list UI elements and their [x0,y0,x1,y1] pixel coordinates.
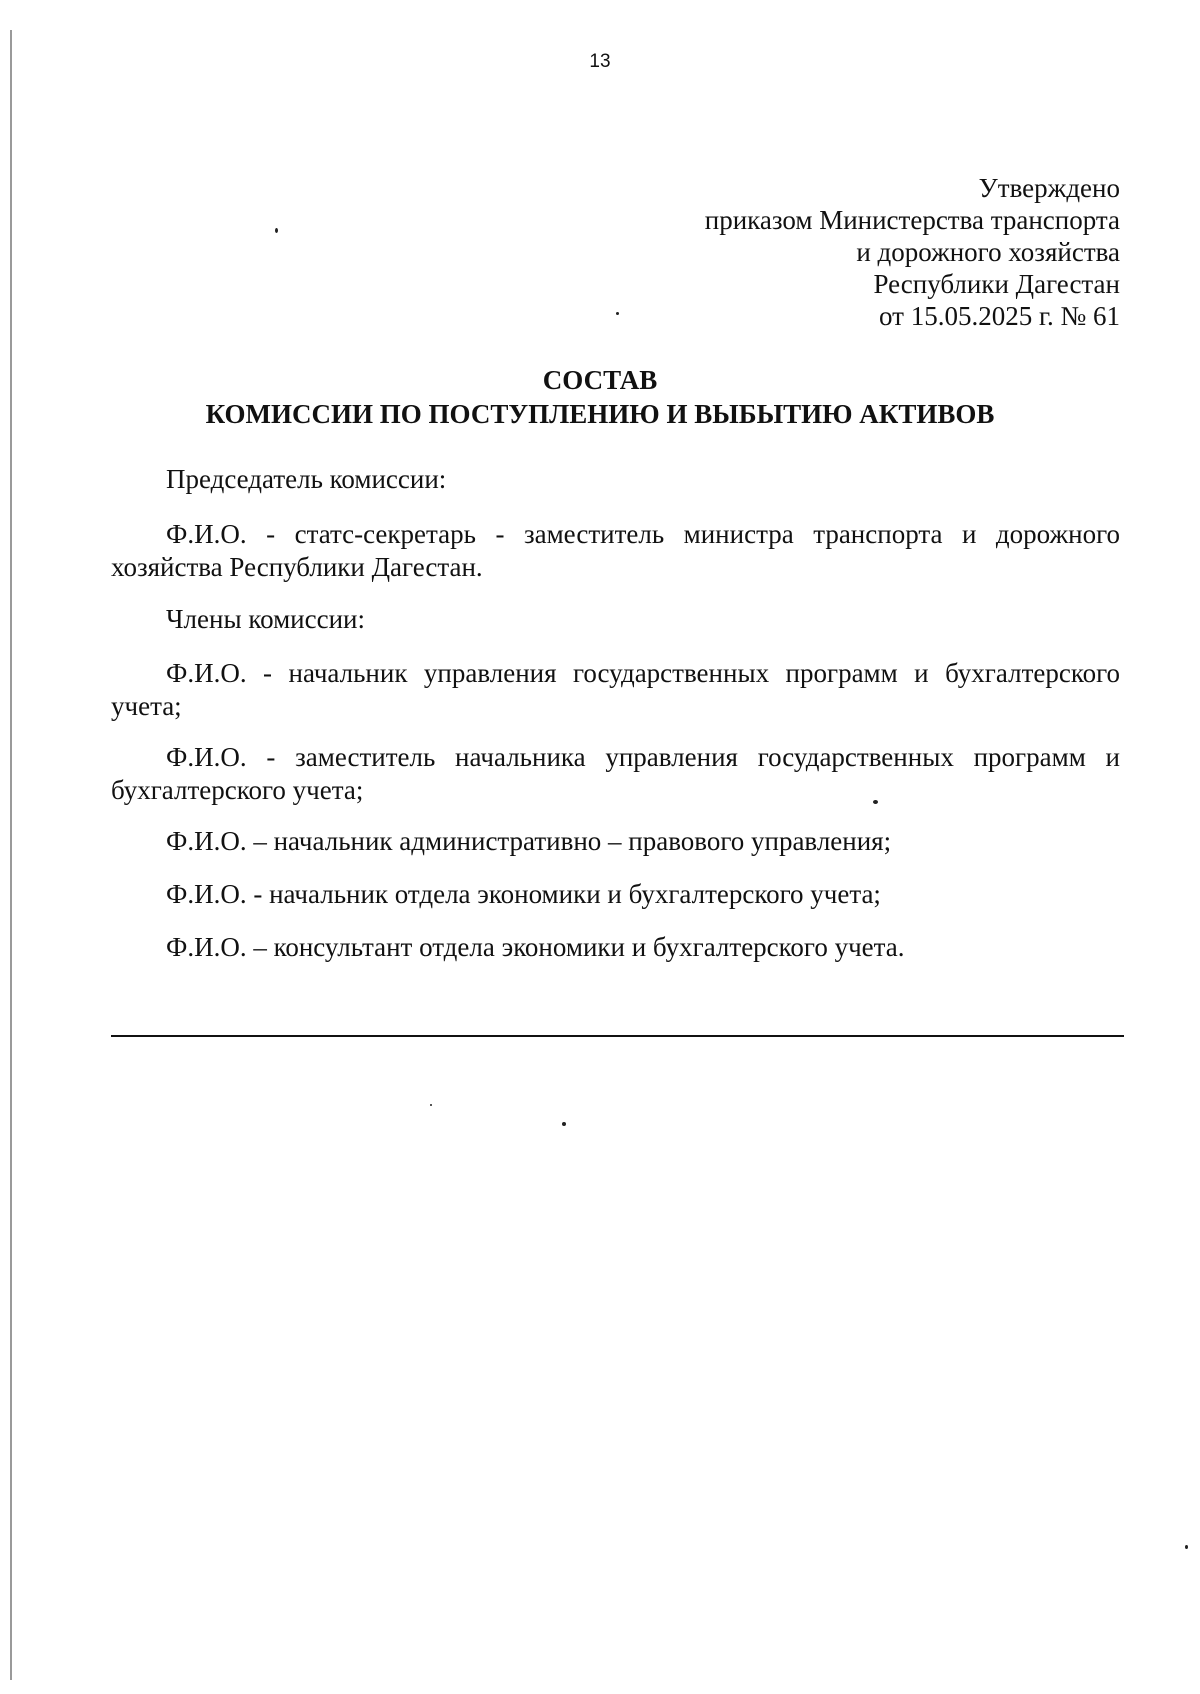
approval-line: и дорожного хозяйства [856,237,1120,267]
chairman-heading: Председатель комиссии: [166,464,447,494]
member-entry-3: Ф.И.О. – начальник административно – правового управления; [166,826,892,856]
horizontal-rule [111,1035,1124,1037]
member-entry-1: Ф.И.О. - начальник управления государственных программ и бухгалтерского учета; [111,658,1120,721]
member-entry-2: Ф.И.О. - заместитель начальника управления государственных программ и бухгалтерского учета; [111,742,1120,805]
approval-line: Утверждено [978,173,1120,203]
page-edge [10,30,12,1680]
member-entry-4: Ф.И.О. - начальник отдела экономики и бухгалтерского учета; [166,879,881,909]
document-title [0,363,1200,431]
title-line-2: КОМИССИИ ПО ПОСТУПЛЕНИЮ И ВЫБЫТИЮ АКТИВОВ [205,399,995,429]
approval-block [560,172,1120,332]
member-entry-5: Ф.И.О. – консультант отдела экономики и бухгалтерского учета. [166,932,905,962]
page-number: 13 [589,51,611,72]
approval-line: приказом Министерства транспорта [704,205,1120,235]
scan-speck [430,1104,432,1106]
members-heading: Члены комиссии: [166,604,365,634]
scan-speck [1185,1545,1188,1549]
scan-speck [275,228,278,233]
scan-speck [873,800,878,804]
approval-line: Республики Дагестан [873,269,1120,299]
approval-line: от 15.05.2025 г. № 61 [879,301,1120,331]
scan-speck [616,312,619,315]
scan-speck [562,1122,566,1126]
title-line-1: СОСТАВ [542,365,658,395]
chairman-entry: Ф.И.О. - статс-секретарь - заместитель министра транспорта и дорожного хозяйства Республики Дагестан. [111,519,1120,582]
